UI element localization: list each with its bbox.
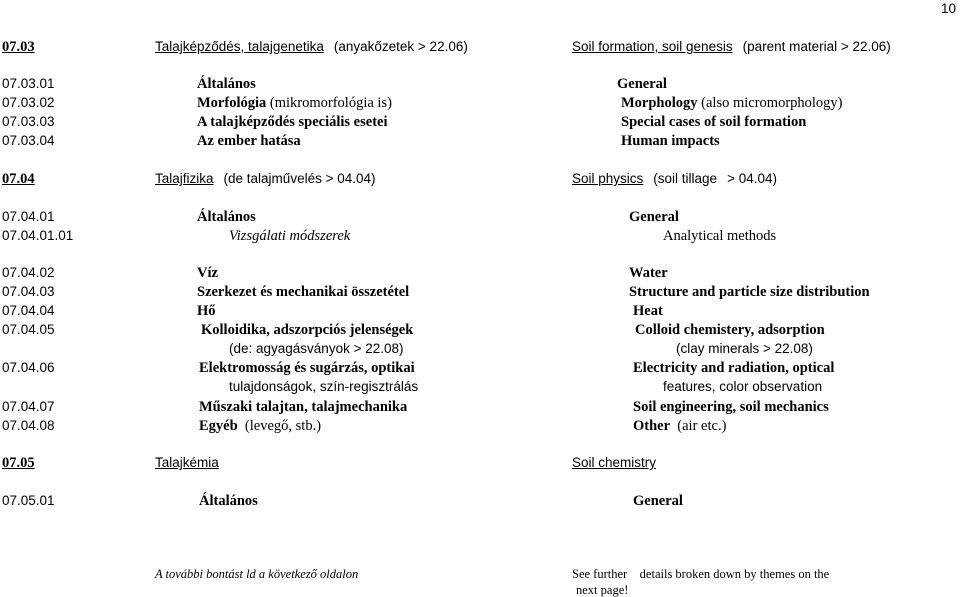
item-hu-note: (levegő, stb.) <box>244 418 322 434</box>
item-code: 07.04.03 <box>2 284 55 299</box>
section-title-en-text: Soil formation, soil genesis <box>572 39 733 54</box>
section-title-en-text: Soil physics <box>572 171 644 186</box>
item-code: 07.04.02 <box>2 265 55 280</box>
item-code: 07.03.03 <box>2 114 55 129</box>
section-note-en: (parent material > 22.06) <box>742 39 891 54</box>
item-hu: A talajképződés speciális esetei <box>197 114 388 130</box>
item-en: General <box>617 76 667 92</box>
item-en <box>633 419 726 434</box>
item-hu <box>197 96 392 111</box>
item-en: Analytical methods <box>663 228 777 244</box>
item-en: Electricity and radiation, optical <box>633 360 835 376</box>
item-hu: Műszaki talajtan, talajmechanika <box>199 399 408 415</box>
item-hu: Víz <box>197 265 218 281</box>
item-en: Heat <box>633 303 663 319</box>
section-code-07-04: 07.04 <box>2 171 35 187</box>
item-hu-note: tulajdonságok, szín-regisztrálás <box>229 379 419 394</box>
item-en: General <box>629 209 679 225</box>
footer-note-en-line2: next page! <box>576 583 629 597</box>
item-en-main: Other <box>633 418 671 434</box>
item-code: 07.03.02 <box>2 95 55 110</box>
item-hu: Általános <box>197 76 256 92</box>
section-note-hu: (de talajművelés > 04.04) <box>223 171 376 186</box>
footer-note-en-line1: See further details broken down by themes on the <box>572 567 830 581</box>
item-code: 07.04.08 <box>2 418 55 433</box>
item-hu-main: Egyéb <box>199 418 238 434</box>
item-hu: Elektromosság és sugárzás, optikai <box>199 360 415 376</box>
section-note-en: (soil tillage <box>653 171 718 186</box>
section-title-en-07-04 <box>572 172 777 187</box>
item-hu: Általános <box>199 493 258 509</box>
item-hu <box>199 419 321 434</box>
item-en: Structure and particle size distribution <box>629 284 870 300</box>
item-en-note: (air etc.) <box>677 418 727 434</box>
section-title-hu-text: Talajfizika <box>155 171 214 186</box>
item-code: 07.05.01 <box>2 493 55 508</box>
section-title-en-07-03 <box>572 40 891 55</box>
item-en: General <box>633 493 683 509</box>
item-en-note: (also micromorphology) <box>701 95 843 111</box>
item-en: Human impacts <box>621 133 720 149</box>
section-note-hu: (anyakőzetek > 22.06) <box>333 39 468 54</box>
page-number: 10 <box>941 1 957 16</box>
section-code-07-03: 07.03 <box>2 39 35 55</box>
item-code: 07.03.04 <box>2 133 55 148</box>
item-code: 07.04.05 <box>2 322 55 337</box>
item-en-main: Morphology <box>621 95 698 111</box>
section-note-en-2: > 04.04) <box>727 171 777 186</box>
item-en: Special cases of soil formation <box>621 114 807 130</box>
item-code: 07.04.06 <box>2 360 55 375</box>
item-code: 07.04.07 <box>2 399 55 414</box>
item-hu: Általános <box>197 209 256 225</box>
item-en: Colloid chemistery, adsorption <box>635 322 825 338</box>
section-code-07-05: 07.05 <box>2 455 35 471</box>
item-en: Soil engineering, soil mechanics <box>633 399 829 415</box>
footer-note-hu: A további bontást ld a következő oldalon <box>155 567 359 581</box>
item-hu: Az ember hatása <box>197 133 301 149</box>
item-hu: Kolloidika, adszorpciós jelenségek <box>201 322 414 338</box>
item-en <box>621 96 843 111</box>
item-hu-main: Morfológia <box>197 95 267 111</box>
item-code: 07.03.01 <box>2 76 55 91</box>
item-hu-note: (de: agyagásványok > 22.08) <box>229 341 404 356</box>
item-hu: Hő <box>197 303 216 319</box>
section-title-hu-text: Talajképződés, talajgenetika <box>155 39 324 54</box>
item-code: 07.04.01 <box>2 209 55 224</box>
section-title-en-07-05: Soil chemistry <box>572 455 657 470</box>
item-code: 07.04.04 <box>2 303 55 318</box>
item-hu: Vizsgálati módszerek <box>229 228 351 244</box>
section-title-hu-07-04 <box>155 172 376 187</box>
section-title-hu-07-03 <box>155 40 468 55</box>
item-hu: Szerkezet és mechanikai összetétel <box>197 284 410 300</box>
item-en: Water <box>629 265 668 281</box>
item-hu-note: (mikromorfológia is) <box>269 95 392 111</box>
item-en-note: features, color observation <box>663 379 823 394</box>
item-code: 07.04.01.01 <box>2 228 74 243</box>
item-en-note: (clay minerals > 22.08) <box>676 341 813 356</box>
section-title-hu-07-05: Talajkémia <box>155 455 219 470</box>
